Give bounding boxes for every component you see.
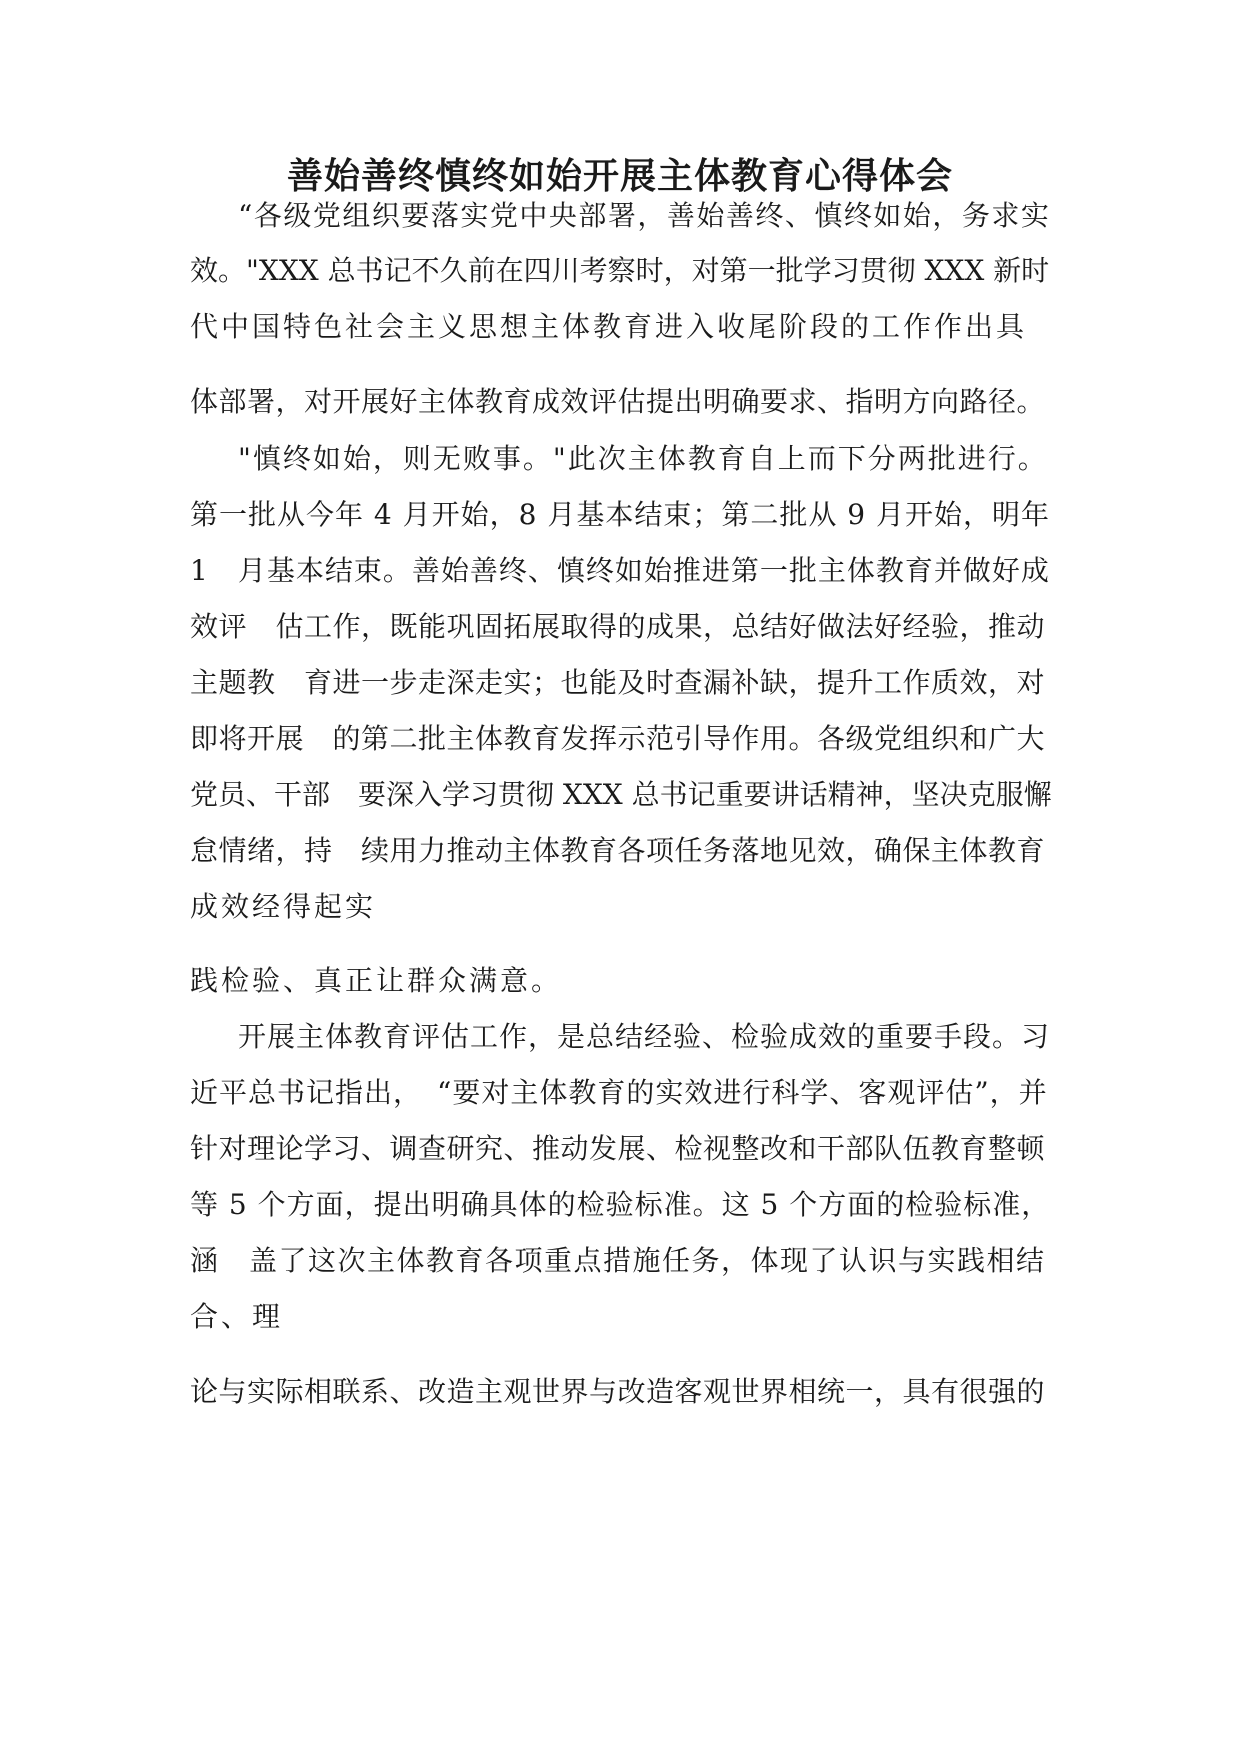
body-line: “各级党组织要落实党中央部署，善始善终、慎终如始，务求实 — [238, 199, 1051, 232]
body-line: 开展主体教育评估工作，是总结经验、检验成效的重要手段。习 — [238, 1020, 1051, 1053]
body-line: 1 月基本结束。善始善终、慎终如始推进第一批主体教育并做好成 — [190, 554, 1050, 587]
body-line: "慎终如始，则无败事。"此次主体教育自上而下分两批进行。 — [238, 442, 1048, 475]
body-line: 代中国特色社会主义思想主体教育进入收尾阶段的工作作出具 — [190, 310, 1028, 343]
body-line: 即将开展 的第二批主体教育发挥示范引导作用。各级党组织和广大 — [190, 722, 1046, 755]
document-title: 善始善终慎终如始开展主体教育心得体会 — [286, 156, 953, 197]
body-line: 等 5 个方面，提出明确具体的检验标准。这 5 个方面的检验标准， — [190, 1188, 1051, 1221]
body-line: 成效经得起实 — [190, 890, 377, 923]
body-line: 合、理 — [190, 1300, 284, 1333]
body-line: 针对理论学习、调查研究、推动发展、检视整改和干部队伍教育整顿 — [190, 1132, 1046, 1165]
body-line: 怠情绪，持 续用力推动主体教育各项任务落地见效，确保主体教育 — [190, 834, 1046, 867]
body-line: 效评 估工作，既能巩固拓展取得的成果，总结好做法好经验，推动 — [190, 610, 1046, 643]
body-line: 践检验、真正让群众满意。 — [190, 964, 563, 997]
body-line: 近平总书记指出， “要对主体教育的实效进行科学、客观评估”，并 — [190, 1076, 1048, 1109]
body-line: 党员、干部 要深入学习贯彻 XXX 总书记重要讲话精神，坚决克服懈 — [190, 778, 1052, 811]
body-line: 主题教 育进一步走深走实；也能及时查漏补缺，提升工作质效，对 — [190, 666, 1046, 699]
body-line: 涵 盖了这次主体教育各项重点措施任务，体现了认识与实践相结 — [190, 1244, 1046, 1277]
body-line: 效。"XXX 总书记不久前在四川考察时，对第一批学习贯彻 XXX 新时 — [190, 254, 1050, 287]
body-line: 论与实际相联系、改造主观世界与改造客观世界相统一，具有很强的 — [190, 1375, 1046, 1408]
body-line: 第一批从今年 4 月开始，8 月基本结束；第二批从 9 月开始，明年 — [190, 498, 1050, 531]
body-line: 体部署，对开展好主体教育成效评估提出明确要求、指明方向路径。 — [190, 385, 1046, 418]
